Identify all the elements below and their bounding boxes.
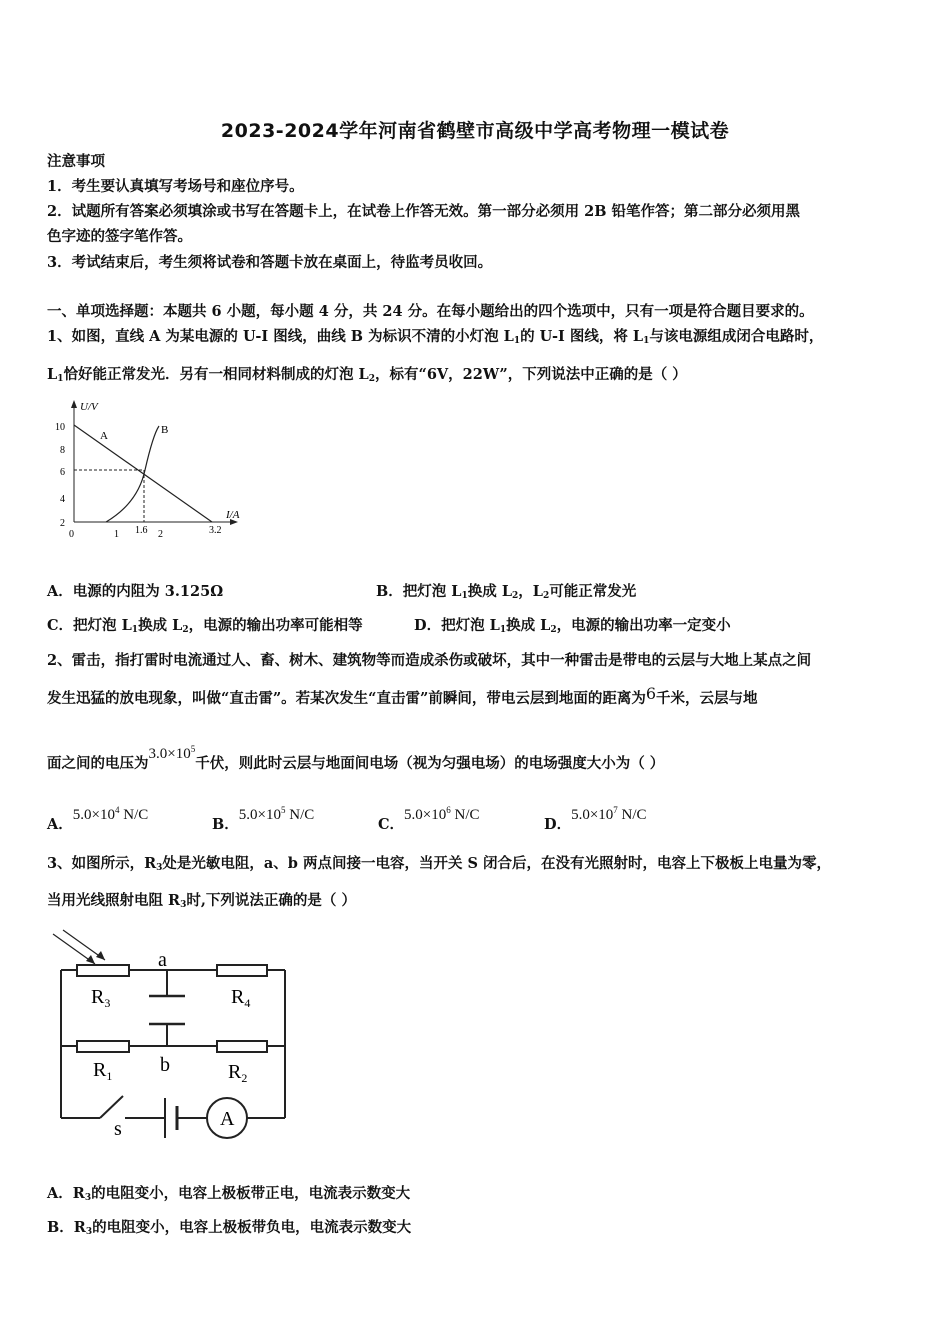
- curve-b-label: B: [161, 424, 169, 436]
- curve-a-line: [74, 425, 212, 522]
- q3-option-a: A．$R_3$的电阻变小，电容上极板带正电，电流表示数变大: [47, 1185, 411, 1203]
- q1-ui-graph: [50, 395, 250, 545]
- q2-stem-line3: 面之间的电压为$3.0\times 10^5$千伏，则此时云层与地面间电场（视为匀强电场）的电场强度大小为（ ）: [47, 744, 665, 772]
- q3-stem-line2: 当用光线照射电阻 $R_3$时,下列说法正确的是（ ）: [47, 892, 356, 910]
- resistor-r1: [77, 1041, 129, 1052]
- label-r4: $R_4$: [231, 986, 251, 1010]
- curve-b-line: [106, 426, 159, 522]
- q1-option-a: A．电源的内阻为 3.125Ω: [47, 583, 224, 600]
- notice-item-2-cont: 色字迹的签字笔作答。: [47, 228, 192, 245]
- q2-stem-line2: 发生迅猛的放电现象，叫做“直击雷”。若某次发生“直击雷”前瞬间，带电云层到地面的距离为6千米，云层与地: [47, 684, 758, 707]
- resistor-r4: [217, 965, 267, 976]
- x-tick-2: 2: [158, 529, 163, 540]
- y-axis-label: U/V: [80, 401, 98, 413]
- x-tick-1: 1: [114, 529, 119, 540]
- notice-item-1: 1．考生要认真填写考场号和座位序号。: [47, 178, 304, 195]
- y-axis-arrow: [71, 400, 77, 408]
- y-tick-10: 10: [55, 422, 65, 433]
- ammeter-label: A: [220, 1108, 235, 1130]
- node-label-b: b: [160, 1054, 170, 1076]
- q2-voltage: $3.0\times 10^5$: [148, 744, 196, 762]
- x-axis-label: I/A: [226, 509, 240, 521]
- q3-stem-line1: 3、如图所示，$R_3$处是光敏电阻，a、b 两点间接一电容，当开关 S 闭合后，在没有光照射时，电容上下极板上电量为零，: [47, 855, 832, 873]
- q2-option-d: D．$5.0\times 10^7$ N/C: [544, 805, 647, 833]
- x-tick-0: 0: [69, 529, 74, 540]
- light-ray-arrow-1: [86, 955, 95, 964]
- q2-stem-line1: 2、雷击，指打雷时电流通过人、畜、树木、建筑物等而造成杀伤或破坏，其中一种雷击是带电的云层与大地上某点之间: [47, 652, 812, 669]
- q1-option-b: B．把灯泡 $L_1$换成 $L_2$，$L_2$可能正常发光: [376, 583, 637, 601]
- q1-option-c: C．把灯泡 $L_1$换成 $L_2$，电源的输出功率可能相等: [47, 617, 363, 635]
- y-tick-6: 6: [60, 467, 65, 478]
- q1-stem-line2: $L_1$恰好能正常发光．另有一相同材料制成的灯泡 $L_2$，标有“6V，22W”，下列说法中正确的是（ ）: [47, 366, 687, 384]
- q2-option-c: C．$5.0\times 10^6$ N/C: [378, 805, 480, 833]
- notice-item-2: 2．试题所有答案必须填涂或书写在答题卡上，在试卷上作答无效。第一部分必须用 2B 铅笔作答；第二部分必须用黑: [47, 203, 801, 220]
- resistor-r2: [217, 1041, 267, 1052]
- q2-option-a: A．$5.0\times 10^4$ N/C: [47, 805, 149, 833]
- label-r2: $R_2$: [228, 1061, 248, 1085]
- q1-option-d: D．把灯泡 $L_1$换成 $L_2$，电源的输出功率一定变小: [414, 617, 731, 635]
- q2-option-b: B．$5.0\times 10^5$ N/C: [212, 805, 315, 833]
- q1-stem-line1: 1、如图，直线 A 为某电源的 U-I 图线，曲线 B 为标识不清的小灯泡 $L_1$的 U-I 图线，将 $L_1$与该电源组成闭合电路时，: [47, 328, 824, 346]
- label-switch-s: s: [114, 1118, 122, 1140]
- y-tick-2: 2: [60, 518, 65, 529]
- section-heading: 一、单项选择题：本题共 6 小题，每小题 4 分，共 24 分。在每小题给出的四个选项中，只有一项是符合题目要求的。: [47, 303, 814, 320]
- x-tick-3-2: 3.2: [209, 525, 222, 536]
- switch-s: [100, 1096, 123, 1118]
- q3-option-b: B．$R_3$的电阻变小，电容上极板带负电，电流表示数变大: [47, 1219, 412, 1237]
- curve-a-label: A: [100, 430, 108, 442]
- label-r3: $R_3$: [91, 986, 111, 1010]
- y-tick-4: 4: [60, 494, 65, 505]
- resistor-r3: [77, 965, 129, 976]
- notice-heading: 注意事项: [47, 154, 105, 170]
- x-tick-1-6: 1.6: [135, 525, 148, 536]
- notice-item-3: 3．考试结束后，考生须将试卷和答题卡放在桌面上，待监考员收回。: [47, 254, 493, 271]
- page-title: 2023-2024学年河南省鹤壁市高级中学高考物理一模试卷: [220, 120, 730, 142]
- q3-circuit-diagram: [45, 928, 305, 1148]
- node-label-a: a: [158, 949, 167, 971]
- label-r1: $R_1$: [93, 1059, 113, 1083]
- light-ray-arrow-2: [96, 951, 105, 960]
- y-tick-8: 8: [60, 445, 65, 456]
